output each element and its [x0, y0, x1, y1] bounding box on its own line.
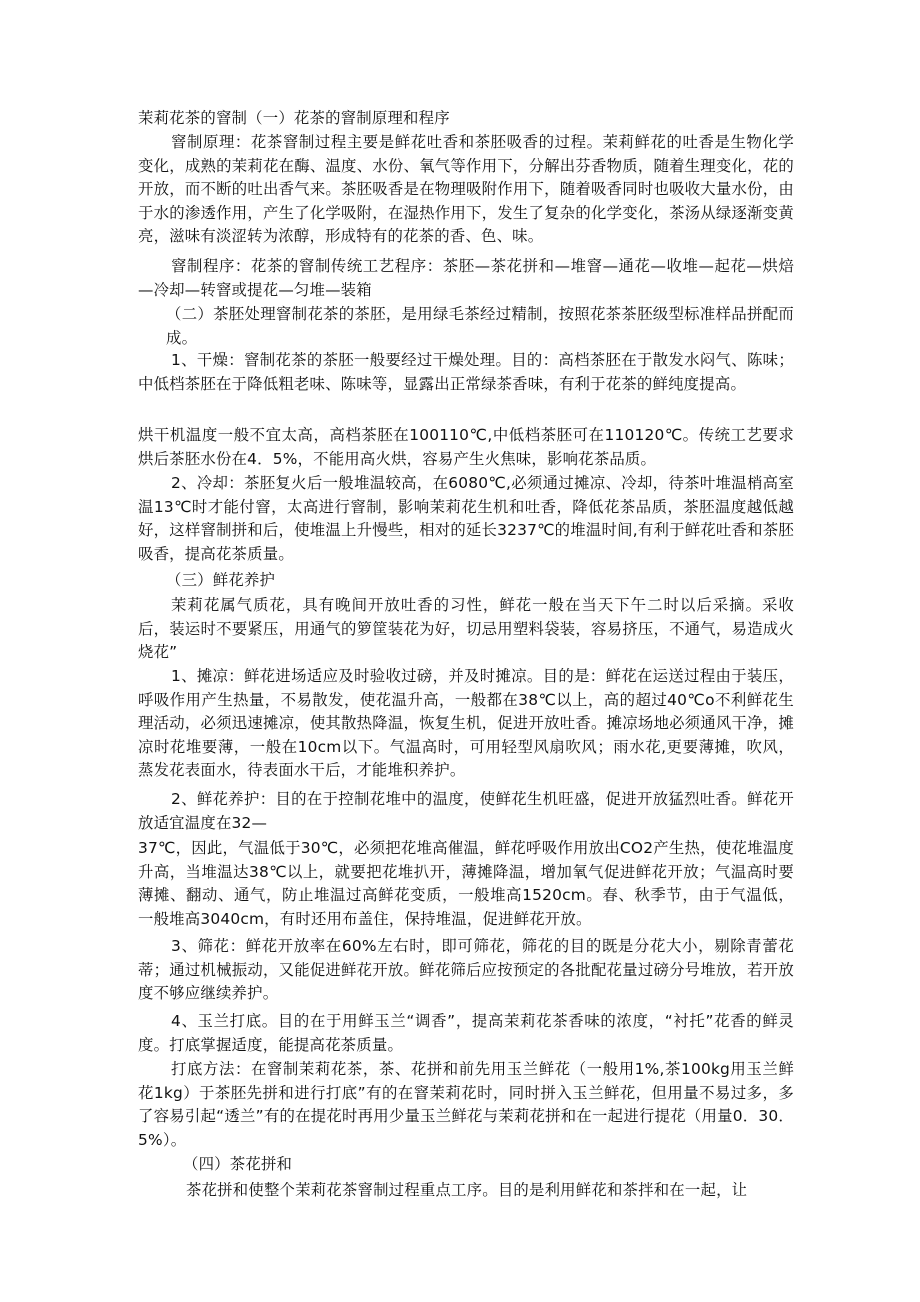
paragraph-drying-temperature: 烘干机温度一般不宜太高，高档茶胚在100110℃,中低档茶胚可在110120℃。传统工艺要求烘后茶胚水份在4．5%，不能用高火烘，容易产生火焦味，影响花茶品质。: [138, 426, 794, 468]
paragraph-base-method: 打底方法：在窨制茉莉花茶，茶、花拼和前先用玉兰鲜花（一般用1%,茶100kg用玉兰鲜花1kg）于茶胚先拼和进行打底”有的在窨茉莉花时，同时拼入玉兰鲜花，但用量不易过多，多了容易引起“透兰”有的在提花时再用少量玉兰鲜花与茉莉花拼和在一起进行提花（用量0．30．5%）。: [138, 1060, 794, 1149]
document-title: 茉莉花茶的窨制（一）花茶的窨制原理和程序: [138, 109, 450, 127]
paragraph-flower-temperature: 37℃，因此，气温低于30℃，必须把花堆高催温，鲜花呼吸作用放出CO2产生热，使花堆温度升高，当堆温达38℃以上，就要把花堆扒开，薄摊降温，增加氧气促进鲜花开放；气温高时要薄摊、翻动、通气，防止堆温过高鲜花变质，一般堆高1520cm。春、秋季节，由于气温低，一般堆高3040cm，有时还用布盖住，保持堆温，促进鲜花开放。: [138, 839, 794, 928]
paragraph-magnolia: 4、玉兰打底。目的在于用鲜玉兰“调香”，提高茉莉花茶香味的浓度，“衬托”花香的鲜灵度。打底掌握适度，能提高花茶质量。: [138, 1012, 794, 1054]
paragraph-sieving: 3、筛花：鲜花开放率在60%左右时，即可筛花，筛花的目的既是分花大小，剔除青蕾花蒂；通过机械振动，又能促进鲜花开放。鲜花筛后应按预定的各批配花量过磅分号堆放，若开放度不够应继续养护。: [138, 937, 794, 1003]
section-heading-mixing: （四）茶花拼和: [183, 1155, 293, 1173]
section-heading-flower-care: （三）鲜花养护: [166, 571, 276, 589]
paragraph-drying: 1、干燥：窨制花茶的茶胚一般要经过干燥处理。目的：高档茶胚在于散发水闷气、陈味；中低档茶胚在于降低粗老味、陈味等，显露出正常绿茶香味，有利于花茶的鲜纯度提高。: [138, 351, 794, 393]
paragraph-flower-maintenance: 2、鲜花养护：目的在于控制花堆中的温度，使鲜花生机旺盛，促进开放猛烈吐香。鲜花开放适宜温度在32—: [138, 790, 794, 832]
paragraph-cooling: 2、冷却：茶胚复火后一般堆温较高，在6080℃,必须通过摊凉、冷却，待茶叶堆温梢高室温13℃时才能付窨，太高进行窨制，影响茉莉花生机和吐香，降低花茶品质，茶胚温度越低越好，这样窨制拼和后，使堆温上升慢些，相对的延长3237℃的堆温时间,有利于鲜花吐香和茶胚吸香，提高花茶质量。: [138, 474, 794, 563]
paragraph-spreading: 1、摊凉：鲜花进场适应及时验收过磅，并及时摊凉。目的是：鲜花在运送过程由于装压，呼吸作用产生热量，不易散发，使花温升高，一般都在38℃以上，高的超过40℃o不利鲜花生理活动，必须迅速摊凉，使其散热降温，恢复生机，促进开放吐香。摊凉场地必须通风干净，摊凉时花堆要薄，一般在10cm以下。气温高时，可用轻型风扇吹风；雨水花,更要薄摊，吹风，蒸发花表面水，待表面水干后，才能堆积养护。: [138, 667, 794, 780]
section-heading-tea-base: （二）茶胚处理窨制花茶的茶胚，是用绿毛茶经过精制，按照花茶茶胚级型标准样品拼配而成。: [166, 305, 794, 347]
paragraph-flower-intro: 茉莉花属气质花，具有晚间开放吐香的习性，鲜花一般在当天下午二时以后采摘。采收后，装运时不要紧压，用通气的箩筐装花为好，切忌用塑料袋装，容易挤压，不通气，易造成火烧花”: [138, 596, 794, 662]
paragraph-principle: 窨制原理：花茶窨制过程主要是鲜花吐香和茶胚吸香的过程。茉莉鲜花的吐香是生物化学变化，成熟的茉莉花在酶、温度、水份、氧气等作用下，分解出芬香物质，随着生理变化，花的开放，而不断的吐出香气来。茶胚吸香是在物理吸附作用下，随着吸香同时也吸收大量水份，由于水的渗透作用，产生了化学吸附，在湿热作用下，发生了复杂的化学变化，茶汤从绿逐渐变黄亮，滋味有淡涩转为浓醇，形成特有的花茶的香、色、味。: [138, 133, 794, 246]
paragraph-procedure: 窨制程序：花茶的窨制传统工艺程序：茶胚—茶花拼和—堆窨—通花—收堆—起花—烘焙—冷却—转窨或提花—匀堆—装箱: [138, 257, 794, 299]
paragraph-mixing: 茶花拼和使整个茉莉花茶窨制过程重点工序。目的是利用鲜花和茶拌和在一起，让: [186, 1181, 748, 1199]
